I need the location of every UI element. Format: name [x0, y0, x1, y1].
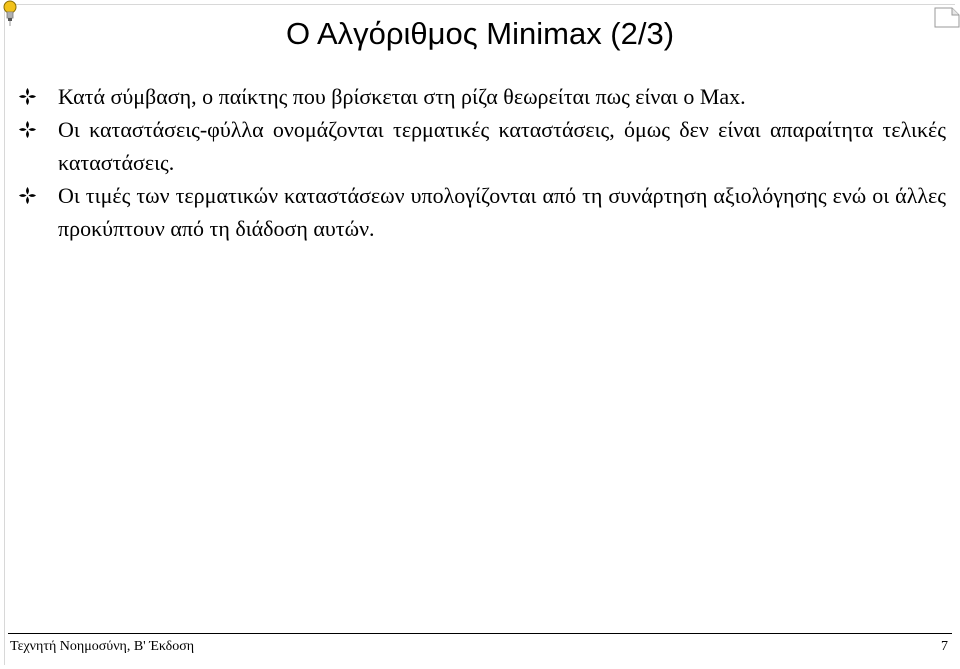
page-number: 7 [941, 639, 948, 654]
footer-book-title: Τεχνητή Νοημοσύνη, Β' Έκδοση [10, 639, 195, 654]
diamond-clover-bullet-icon [18, 186, 37, 205]
bullet-item [14, 113, 946, 179]
diamond-clover-bullet-icon [18, 120, 37, 139]
bullet-text: Οι καταστάσεις-φύλλα ονομάζονται τερματικές καταστάσεις, όμως δεν είναι απαραίτητα τελικές καταστάσεις. [58, 117, 946, 175]
bullet-item [14, 80, 946, 113]
bullet-text: Οι τιμές των τερματικών καταστάσεων υπολογίζονται από τη συνάρτηση αξιολόγησης ενώ οι άλλες προκύπτουν από τη διάδοση αυτών. [58, 183, 946, 241]
slide-title: Ο Αλγόριθμος Minimax (2/3) [285, 16, 675, 51]
diamond-clover-bullet-icon [18, 87, 37, 106]
bullet-text: Κατά σύμβαση, ο παίκτης που βρίσκεται στη ρίζα θεωρείται πως είναι ο Max. [58, 84, 746, 109]
bullet-list [14, 80, 946, 245]
bullet-item [14, 179, 946, 245]
footer-divider [8, 633, 952, 634]
